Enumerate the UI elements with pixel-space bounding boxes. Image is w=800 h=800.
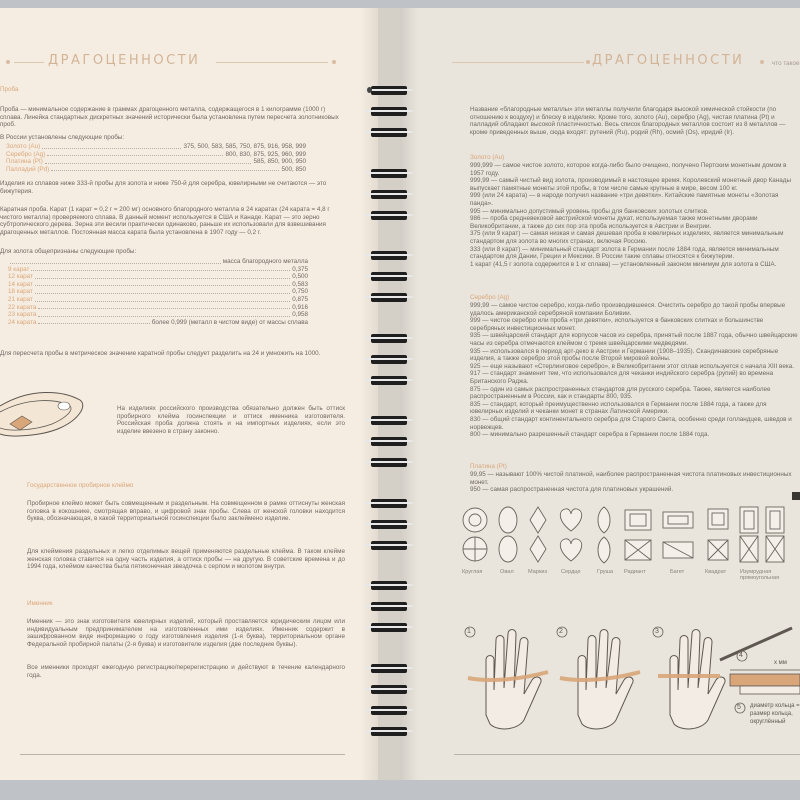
right-header-title: ДРАГОЦЕННОСТИ bbox=[592, 53, 745, 68]
stamp-text-2: Для клеймения раздельных и легко отделимых вещей применяются раздельные клейма. В таком клейме женская головка ставится на одну часть изделия, а оттиск пробы — на другую. В советские времена и до 1994 года, клеймом качества была пятиконечная звездочка с серпом и молотом внутри. bbox=[27, 548, 345, 571]
gold-title: Золото (Au) bbox=[470, 154, 505, 161]
step-5: 5 bbox=[737, 704, 741, 711]
left-page bbox=[0, 8, 378, 780]
section-marker bbox=[792, 492, 800, 500]
measure-label: x мм bbox=[774, 660, 787, 666]
probe-intro: Проба — минимальное содержание в граммах драгоценного металла, содержащегося в 1 килограмме (1000 г) сплава. Линейка стандартных дискретных значений исторически была установлена путем пересчета золотниковых проб. bbox=[0, 106, 339, 129]
stamp-text-1: Пробирное клеймо может быть совмещенным и раздельным. На совмещенном в рамке оттиснуты женская головка в кокошнике, смотрящая вправо, и цифровой знак пробы. Слева от женской головки находится буква, обозначающая, в какой территориальной госинспекции было заклеймено изделие. bbox=[27, 500, 345, 523]
step-2: 2 bbox=[559, 628, 563, 635]
header-dot bbox=[6, 60, 10, 64]
platinum-list: 99,95 — называют 100% чистой платиной, наиболее распространенная чистота платиновых инвестиционных монет. 950 — самая распространенная чистота для платиновых украшений. bbox=[470, 471, 792, 494]
ring-illustration bbox=[0, 376, 100, 456]
step-1: 1 bbox=[467, 628, 471, 635]
header-dot bbox=[760, 60, 764, 64]
step-3: 3 bbox=[655, 628, 659, 635]
probe-intro-2: В России установлены следующие пробы: bbox=[0, 134, 125, 141]
ring-text: На изделиях российского производства обязательно должен быть оттиск пробирного клейма госинспекции и оттиск именника изготовителя. Российская проба должна стоять и на импортных изделиях, если это изделие ввезено в страну законно. bbox=[117, 405, 345, 435]
header-corner-text: что такое bbox=[772, 60, 800, 67]
gem-cuts-illustration: Круглая Овал Маркиз Сердце Груша Радиант Багет Квадрат Изумрудная прямоугольная bbox=[458, 503, 800, 585]
ring-size-caption: диаметр кольца = размер кольца, округлённый bbox=[750, 703, 800, 725]
metals-intro: Название «благородные металлы» эти металлы получили благодаря высокой химической стойкости (по отношению к воздуху) и блеску в изделиях. Кроме того, золото (Au), серебро (Ag), чистая платина (Pt) и палладий обладают высокой пластичностью. Весь список благородных металлов состоит из 8 металлов — кроме приведенных выше, сюда входят: рутений (Ru), родий (Rh), осмий (Os), иридий (Ir). bbox=[470, 106, 786, 136]
probe-note: Изделия из сплавов ниже 333-й пробы для золота и ниже 750-й для серебра, ювелирными не считаются — это бижутерия. bbox=[0, 180, 327, 195]
header-dot bbox=[332, 60, 336, 64]
probe-list: Золото (Au) 375, 500, 583, 585, 750, 875, 916, 958, 999 Серебро (Ag) 800, 830, 875, 925, 960, 999 Платина (Pt) 585, 850, 900, 950 Палладий (Pd) 500, 850 bbox=[6, 143, 306, 173]
platinum-title: Платина (Pt) bbox=[470, 463, 507, 470]
silver-title: Серебро (Ag) bbox=[470, 294, 510, 301]
step-4: 4 bbox=[739, 652, 743, 659]
section-label: Проба bbox=[0, 86, 19, 93]
page-rule bbox=[454, 754, 800, 755]
stamp-title: Государственное пробирное клеймо bbox=[27, 482, 134, 489]
carat-text-2: Для золота общепризнаны следующие пробы: bbox=[0, 248, 137, 255]
carat-text: Каратная проба. Карат (1 карат = 0,2 г = 200 мг) основного благородного металла в 24 каратах (24 карата = 4,8 г чистого металла) проверяемого сплава. В данный момент используется в США и Канаде. Карат — это зерно субтропического дерева. Зерна эти весили практически одинаково, раньше их использовали для взвешивания драгоценных металлов. Постоянная масса карата была установлена в 1907 году — 0,2 г. bbox=[0, 206, 330, 236]
carat-convert: Для пересчета пробы в метрическое значение каратной пробы следует разделить на 24 и умножить на 1000. bbox=[0, 350, 321, 357]
carat-list: масса благородного металла 9 карат 0,375 12 карат 0,500 14 карат 0,583 18 карат 0,750 21 карат 0,875 22 карата 0,916 23 карата 0,958 24 карата более 0,999 (металл в чистом виде) от массы сплава bbox=[8, 258, 308, 326]
ring-size-illustration bbox=[458, 620, 800, 750]
maker-title: Именник bbox=[27, 600, 53, 607]
header-dot bbox=[586, 60, 590, 64]
maker-text-1: Именник — это знак изготовителя ювелирных изделий, который проставляется юридическим лицом или индивидуальным предпринимателем на изготовленных ими изделиях. Именник содержит в зашифрованном виде информацию о году изготовления изделия (1-я буква), территориальном органе Федеральной пробирной палаты (2-я буква) и изготовителе изделия (две последние буквы). bbox=[27, 618, 345, 648]
silver-list: 999,99 — самое чистое серебро, когда-либо производившееся. Очистить серебро до такой пробы впервые удалось американской серебряной компании Боливии. 999 — чистое серебро или проба «три девятки», используется в банковских слитках и большинстве серебряных инвестиционных монет. 935 — швейцарский стандарт для корпусов часов из серебра, принятый после 1887 года, обычно швейцарские часы из серебра отмечаются клеймом с тремя швейцарскими медведями. 935 — использовался в период арт-деко в Австрии и Германии (1908–1935). Скандинавские серебряные изделия, а также серебро этой пробы после Второй мировой войны. 925 — еще называют «Стерлинговое серебро», в Великобритании этот сплав используется с начала XIII века. 917 — стандарт знаменит тем, что использовался для чеканки индийского серебра (рупий) во времена Британского Раджа. 875 — один из самых распространенных стандартов для русского серебра. Также, является наиболее распространенным в России, как и стандарты 800, 935. 835 — стандарт, который преимущественно использовался в Германии после 1884 года, а также для ювелирных изделий и чеканки монет в странах Латинской Америки. 830 — общий стандарт континентального серебра для Старого Света, особенно среди голландцев, шведов и норвежцев. 800 — минимально разрешенный стандарт серебра в Германии после 1884 года. bbox=[470, 302, 798, 439]
gold-list: 999,999 — самое чистое золото, которое когда-либо было очищено, получено Пертским монетным домом в 1957 году. 999,99 — самый чистый вид золота, производимый в настоящее время. Королевский монетный двор Канады выпускает памятные монеты этой пробы, в том числе самые крупные в мире, весом 100 кг. 999 (или 24 карата) — в народе получил название «три девятки». Китайские памятные монеты «Золотая панда». 995 — минимально допустимый уровень пробы для банковских золотых слитков. 986 — проба средневековой австрийской монеты дукат, используемая также монетными дворами Великобритании, а также до сих пор эта проба используется в Австрии и Венгрии. 375 (или 9 карат) — самая низкая и самая дешевая проба в ювелирных изделиях, является минимальным стандартом для золота во многих странах, включая Россию. 333 (или 8 карат) — минимальный стандарт золота в Германии после 1884 года, является минимальным стандартом для Дании, Греции и Мексики. В России такие сплавы относятся к бижутерии. 1 карат (41,5 г золота содержится в 1 кг сплава) — установленный законом минимум для золота в США. bbox=[470, 162, 791, 268]
page-rule bbox=[20, 754, 345, 755]
maker-text-2: Все именники проходят ежегодную регистрацию/перерегистрацию и действуют в течение календарного года. bbox=[27, 664, 345, 679]
left-header-title: ДРАГОЦЕННОСТИ bbox=[48, 53, 201, 68]
